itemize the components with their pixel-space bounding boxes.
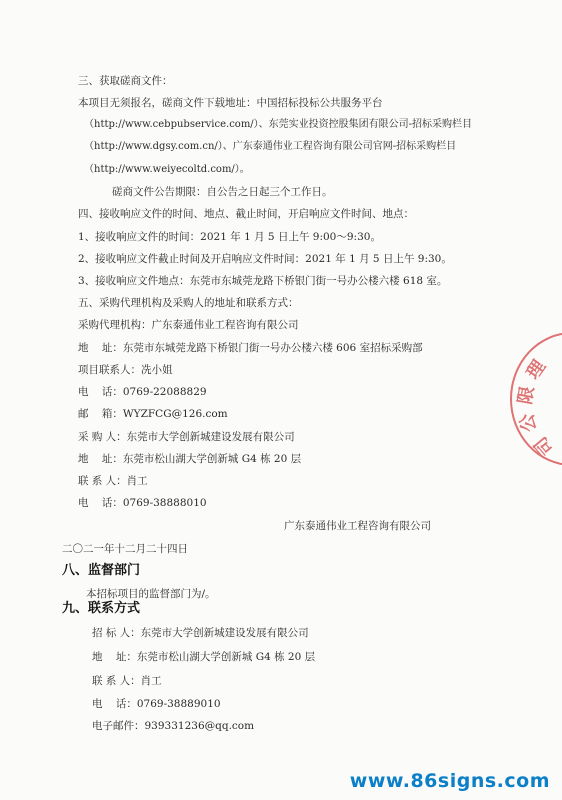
url-line-1: （http://www.cebpubservice.com/）、东莞实业投资控股集团有限公司-招标采购栏目 [84, 119, 473, 130]
contact-email: 电子邮件：939331236@qq.com [92, 720, 255, 732]
purchaser-phone: 电 话：0769-38888010 [78, 497, 207, 509]
url-line-2: （http://www.dgsy.com.cn/）、广东泰通伟业工程咨询有限公司官网-招标采购栏目 [84, 141, 457, 152]
agency-email: 邮 箱：WYZFCG@126.com [78, 408, 228, 420]
agency-phone: 电 话：0769-22088829 [78, 386, 207, 398]
section3-title: 三、获取磋商文件： [78, 75, 173, 87]
url-line-3: （http://www.weiyecoltd.com/）。 [84, 164, 250, 175]
section4-item-2: 2、接收响应文件截止时间及开启响应文件时间：2021 年 1 月 5 日上午 9:30。 [78, 253, 452, 265]
contact-person: 联 系 人：肖工 [92, 675, 162, 687]
agency-name: 采购代理机构：广东泰通伟业工程咨询有限公司 [78, 319, 299, 331]
contact-tenderer: 招 标 人：东莞市大学创新城建设发展有限公司 [92, 627, 309, 639]
section8-body: 本招标项目的监督部门为/。 [86, 588, 216, 600]
purchaser-name: 采 购 人：东莞市大学创新城建设发展有限公司 [78, 431, 295, 443]
notice-period: 磋商文件公告期限：自公告之日起三个工作日。 [112, 186, 333, 198]
section3-body: 本项目无须报名，磋商文件下载地址：中国招标投标公共服务平台 [78, 97, 383, 109]
purchaser-address: 地 址：东莞市松山湖大学创新城 G4 栋 20 层 [78, 453, 302, 465]
section5-title: 五、采购代理机构及采购人的地址和联系方式： [78, 297, 299, 309]
section4-item-1: 1、接收响应文件的时间：2021 年 1 月 5 日上午 9:00～9:30。 [78, 231, 381, 243]
watermark-86signs: www.86signs.com [349, 770, 550, 792]
document-date: 二〇二一年十二月二十四日 [62, 543, 188, 555]
section8-heading: 八、监督部门 [62, 563, 141, 578]
signature-company: 广东泰通伟业工程咨询有限公司 [284, 520, 431, 532]
agency-address: 地 址：东莞市东城莞龙路下桥银门街一号办公楼六楼 606 室招标采购部 [78, 342, 423, 354]
agency-contact: 项目联系人：冼小姐 [78, 364, 173, 376]
contact-address: 地 址：东莞市松山湖大学创新城 G4 栋 20 层 [92, 651, 316, 663]
section4-title: 四、接收响应文件的时间、地点、截止时间，开启响应文件时间、地点： [78, 208, 414, 220]
company-seal-stamp: 理 限 公 司 [510, 332, 562, 466]
contact-phone: 电 话：0769-38889010 [92, 698, 221, 710]
section4-item-3: 3、接收响应文件地点：东莞市东城莞龙路下桥银门街一号办公楼六楼 618 室。 [78, 275, 448, 287]
section9-heading: 九、联系方式 [62, 601, 141, 616]
purchaser-contact: 联 系 人：肖工 [78, 475, 148, 487]
